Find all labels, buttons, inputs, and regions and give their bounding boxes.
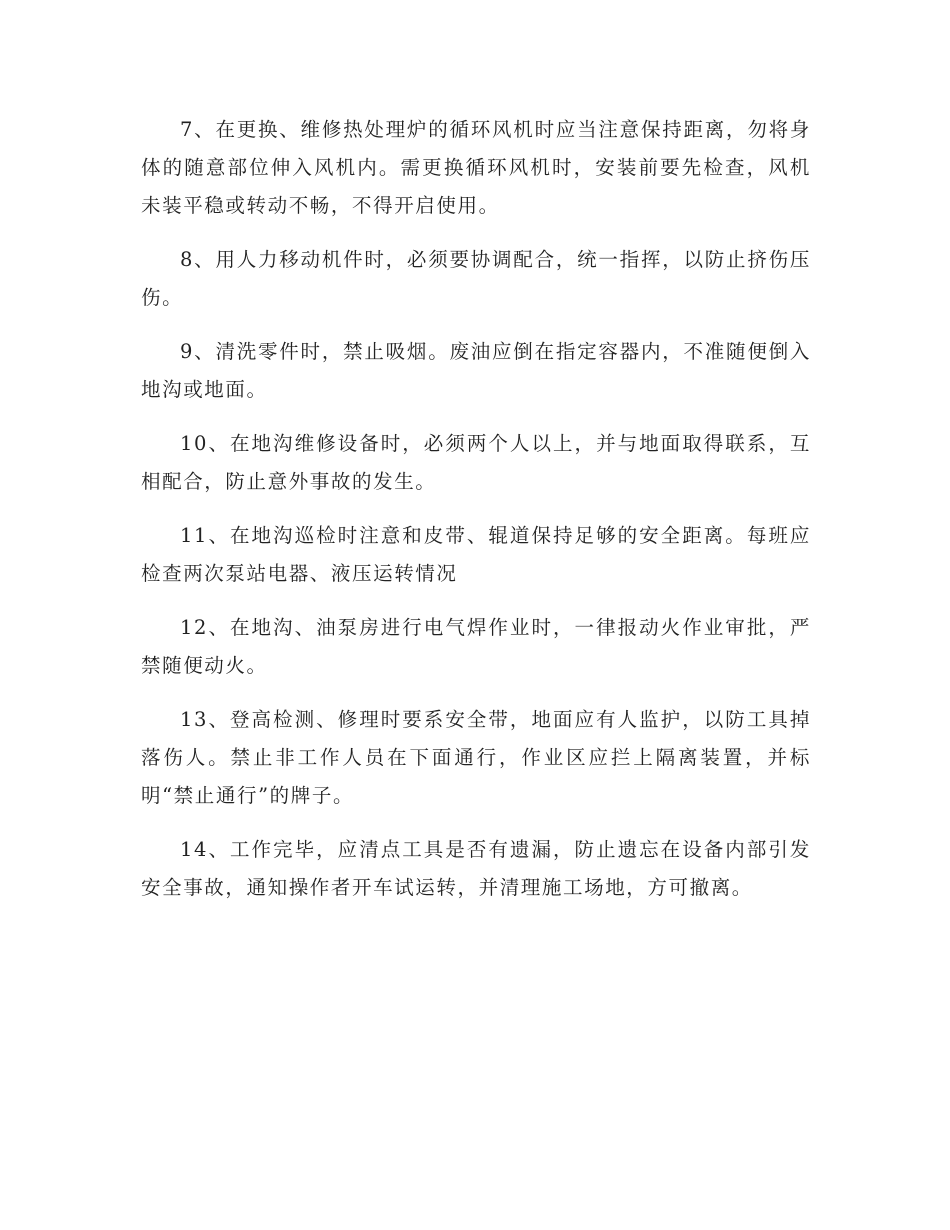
paragraph-item-14: 14、工作完毕，应清点工具是否有遗漏，防止遗忘在设备内部引发安全事故，通知操作者开车试运转，并清理施工场地，方可撤离。 (141, 838, 811, 899)
document-body (141, 111, 811, 923)
paragraph-item-11: 11、在地沟巡检时注意和皮带、辊道保持足够的安全距离。每班应检查两次泵站电器、液压运转情况 (141, 524, 811, 585)
paragraph-item-9: 9、清洗零件时，禁止吸烟。废油应倒在指定容器内，不准随便倒入地沟或地面。 (141, 340, 811, 401)
paragraph-item-12: 12、在地沟、油泵房进行电气焊作业时，一律报动火作业审批，严禁随便动火。 (141, 616, 811, 677)
paragraph-item-8: 8、用人力移动机件时，必须要协调配合，统一指挥，以防止挤伤压伤。 (141, 248, 811, 309)
paragraph-item-7: 7、在更换、维修热处理炉的循环风机时应当注意保持距离，勿将身体的随意部位伸入风机内。需更换循环风机时，安装前要先检查，风机未装平稳或转动不畅，不得开启使用。 (141, 118, 811, 217)
paragraph-item-13: 13、登高检测、修理时要系安全带，地面应有人监护，以防工具掉落伤人。禁止非工作人员在下面通行，作业区应拦上隔离装置，并标明“禁止通行”的牌子。 (141, 708, 811, 807)
paragraph-item-10: 10、在地沟维修设备时，必须两个人以上，并与地面取得联系，互相配合，防止意外事故的发生。 (141, 432, 811, 493)
